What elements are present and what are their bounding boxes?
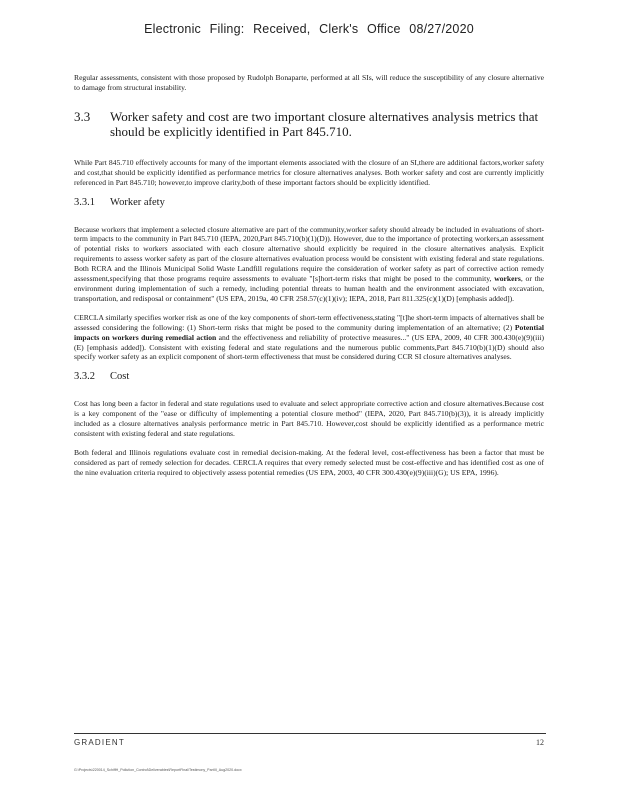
section-number: 3.3.2 <box>74 371 95 383</box>
section-heading-3-3 <box>74 109 544 140</box>
section-3-3-paragraph: While Part 845.710 effectively accounts for many of the important elements associated with the closure of an SI,there are additional factors,worker safety and cost,that should be explicitly identified as performance metrics for closure alternatives analyses. Both worker safety and cost are currently implicitly referenced in Part 845.710; however,to improve clarity,both of these important factors should be explicitly identified. <box>74 157 544 187</box>
section-number: 3.3.1 <box>74 196 95 208</box>
cost-paragraph-1: Cost has long been a factor in federal and state regulations used to evaluate and select appropriate corrective action and closure alternatives.Because cost is a key component of the "ease or difficulty of implementing a potential closure method" (IEPA, 2020, Part 845.710(b)(3)), it is already implicitly included as a closure alternatives analysis performance metric in Part 845.710. However,cost should be explicitly identified as a performance metric consistent with existing federal and state regulations. <box>74 399 544 439</box>
worker-safety-paragraph-2 <box>74 313 544 363</box>
section-title: Cost <box>110 371 130 383</box>
text-run: CERCLA similarly specifies worker risk as one of the key components of short-term effectiveness,stating "[t]he short-term impacts of alternatives shall be assessed considering the following: (1) Short-term risks that might be posed to the community during implementation of an alternative; (2) <box>74 312 544 332</box>
worker-safety-paragraph-1 <box>74 225 544 304</box>
electronic-filing-stamp: Electronic Filing: Received, Clerk's Office 08/27/2020 <box>144 22 474 36</box>
section-title: Worker afety <box>110 196 165 208</box>
cost-paragraph-2: Both federal and Illinois regulations evaluate cost in remedial decision-making. At the federal level, cost-effectiveness has been a factor that must be considered as part of remedy selection for decades. CERCLA requires that every remedy selected must be cost-effective and has identified cost as one of the nine evaluation criteria required to objectively assess potential remedies (US EPA, 2003, 40 CFR 300.430(e)(9)(iii)(G); US EPA, 1996). <box>74 447 544 477</box>
section-heading-3-3-1 <box>74 197 544 209</box>
intro-paragraph: Regular assessments, consistent with those proposed by Rudolph Bonaparte, performed at all SIs, will reduce the susceptibility of any closure alternative to damage from structural instability. <box>74 73 544 92</box>
document-body <box>74 73 544 487</box>
text-run: , or the environment during implementation of such a remedy, including potential threats to human health and the environment associated with excavation, transportation, and redisposal or containment" (US EPA, 2019a, 40 CFR 258.57(c)(1)(iv); IEPA, 2018, Part 811.325(c)(1)(D) [emphasis added]). <box>74 274 544 303</box>
emphasis-text: Potential impacts on workers during remedial action <box>74 322 544 342</box>
page-number: 12 <box>536 738 544 747</box>
section-number: 3.3 <box>74 108 91 124</box>
text-run: and the effectiveness and reliability of protective measures..." (US EPA, 2009, 40 CFR 300.430(e)(9)(iii)(E) [emphasis added]). Consistent with existing federal and state regulations and the numerous public comments,Part 845.710(b)(1)(D) should also specify worker safety as an explicit component of short-term effectiveness that must be considered during CCR SI closure alternatives analyses. <box>74 332 544 362</box>
footer-divider <box>74 733 546 734</box>
emphasis-text: workers <box>494 274 521 284</box>
text-run: Because workers that implement a selected closure alternative are part of the community,worker safety should already be included in evaluations of short-term impacts to the community in Part 845.710 (IEPA, 2020,Part 845.710(b)(1)(D)). However, due to the importance of protecting workers,an assessment of potential risks to workers associated with each closure alternative should explicitly be required in the closure alternatives analysis. Explicit requirements to assess worker safety as part of the closure alternatives evaluation process would be consistent with existing federal and state regulations. Both RCRA and the Illinois Municipal Solid Waste Landfill regulations require the consideration of worker safety as part of corrective action remedy assessment,specifying that those programs require assessments to evaluate "[s]hort-term risks that might be posed to the community, <box>74 224 544 284</box>
gradient-logo: GRADIENT <box>74 738 125 747</box>
section-heading-3-3-2 <box>74 371 544 383</box>
file-path: G:\Projects\220014_SchiffH_Pollution_Control\Deliverables\ReportFinal\Testimony_PartIII_Aug2020.docx <box>74 768 242 772</box>
section-title: Worker safety and cost are two important closure alternatives analysis metrics that should be explicitly identified in Part 845.710. <box>110 108 539 140</box>
